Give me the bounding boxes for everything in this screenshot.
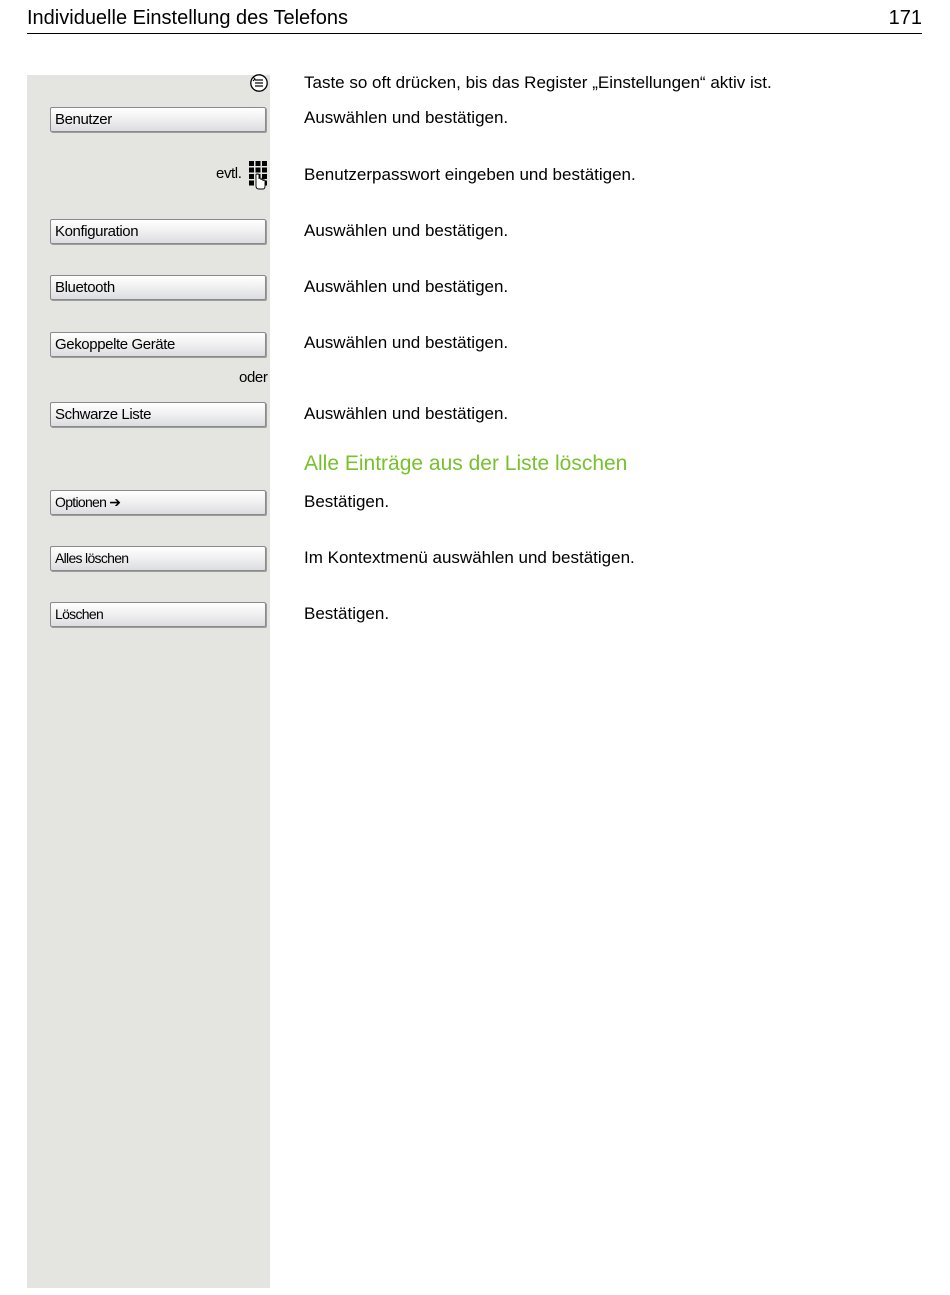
header-divider: [27, 33, 922, 34]
menu-key-icon: [249, 73, 269, 93]
step-text: Auswählen und bestätigen.: [304, 277, 509, 296]
step-text: Auswählen und bestätigen.: [304, 108, 509, 127]
evtl-label: evtl.: [216, 165, 242, 182]
step-text: Im Kontextmenü auswählen und bestätigen.: [304, 548, 635, 567]
page-number: 171: [888, 7, 922, 29]
step-text: Bestätigen.: [304, 604, 390, 623]
optionen-button[interactable]: [50, 490, 266, 515]
step-text: Benutzerpasswort eingeben und bestätigen.: [304, 165, 636, 184]
section-heading: Alle Einträge aus der Liste löschen: [304, 452, 628, 475]
schwarze-liste-button[interactable]: Schwarze Liste: [50, 402, 266, 427]
step-text: Auswählen und bestätigen.: [304, 333, 509, 352]
bluetooth-button[interactable]: Bluetooth: [50, 275, 266, 300]
step-text: Auswählen und bestätigen.: [304, 221, 509, 240]
keypad-icon: [249, 160, 269, 190]
oder-label: oder: [239, 369, 268, 386]
page-header-title: Individuelle Einstellung des Telefons: [27, 7, 348, 29]
loeschen-button[interactable]: Löschen: [50, 602, 266, 627]
gekoppelte-geraete-button[interactable]: Gekoppelte Geräte: [50, 332, 266, 357]
optionen-label: Optionen: [55, 494, 107, 510]
step-text: Bestätigen.: [304, 492, 390, 511]
konfiguration-button[interactable]: Konfiguration: [50, 219, 266, 244]
right-arrow-icon: ➔: [109, 494, 121, 510]
benutzer-button[interactable]: Benutzer: [50, 107, 266, 132]
step-text: Auswählen und bestätigen.: [304, 404, 509, 423]
step-text: Taste so oft drücken, bis das Register „Einstellungen“ aktiv ist.: [304, 73, 772, 92]
alles-loeschen-button[interactable]: Alles löschen: [50, 546, 266, 571]
left-sidebar-panel: [27, 75, 270, 1288]
